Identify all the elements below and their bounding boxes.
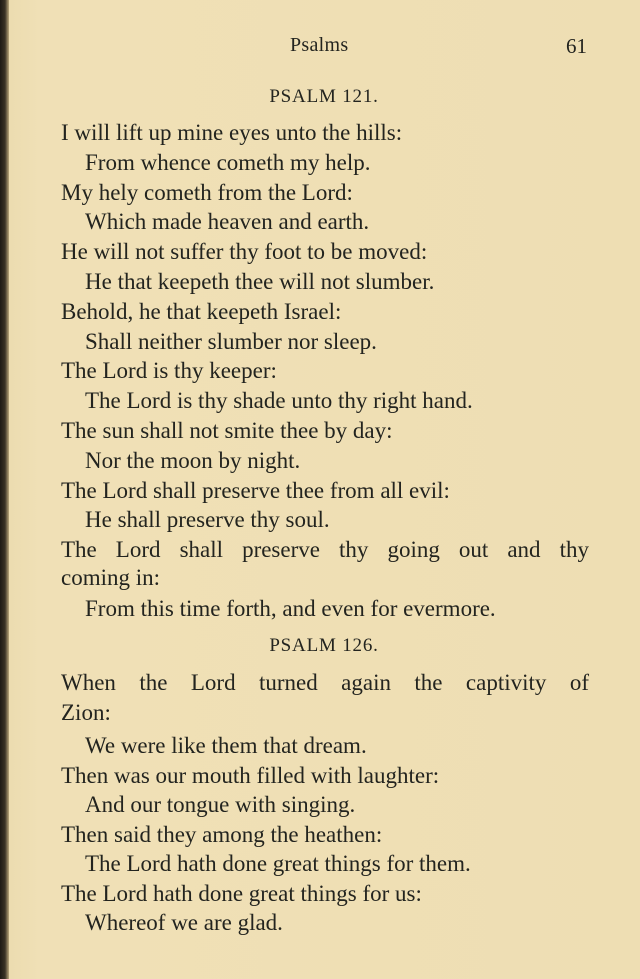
verse-line: The Lord is thy keeper: [61,358,277,384]
verse-line: I will lift up mine eyes unto the hills: [61,120,403,145]
verse-line: The Lord hath done great things for us: [61,880,422,906]
verse-line-response: We were like them that dream. [85,733,367,758]
verse-line: He will not suffer thy foot to be moved: [61,239,428,265]
psalm-126-text [61,668,589,938]
verse-line-continuation: coming in: [61,564,161,590]
verse-line-response: The Lord is thy shade unto thy right hand. [85,388,473,414]
verse-line: My hely cometh from the Lord: [61,179,353,205]
verse-line: The Lord shall preserve thy going out and thy [61,537,589,563]
psalm-121-heading: PSALM 121. [269,86,379,107]
verse-line-response: The Lord hath done great things for them. [85,851,471,876]
verse-line-response: He that keepeth thee will not slumber. [85,268,435,294]
page-number: 61 [566,34,587,58]
verse-line: The sun shall not smite thee by day: [61,417,393,443]
verse-line: When the Lord turned again the captivity of [61,670,589,695]
verse-line-response: Nor the moon by night. [85,447,301,473]
verse-line: The Lord shall preserve thee from all evil: [61,477,450,503]
psalm-126-heading: PSALM 126. [269,635,379,656]
verse-line-response: Which made heaven and earth. [85,209,370,235]
verse-line-response: He shall preserve thy soul. [85,507,330,533]
verse-line-response: Whereof we are glad. [85,910,283,935]
verse-line: Then said they among the heathen: [61,821,383,847]
running-head [0,34,640,60]
verse-line-response: And our tongue with singing. [85,792,356,817]
verse-line: Behold, he that keepeth Israel: [61,298,342,324]
verse-line: Then was our mouth filled with laughter: [61,762,440,788]
psalm-121-text [61,118,589,624]
book-spine-edge [0,0,9,979]
verse-line-response: From this time forth, and even for evermore. [85,595,496,621]
verse-line-continuation: Zion: [61,699,111,725]
verse-line-response: From whence cometh my help. [85,149,371,175]
running-title: Psalms [290,34,349,56]
verse-line-response: Shall neither slumber nor sleep. [85,328,377,354]
